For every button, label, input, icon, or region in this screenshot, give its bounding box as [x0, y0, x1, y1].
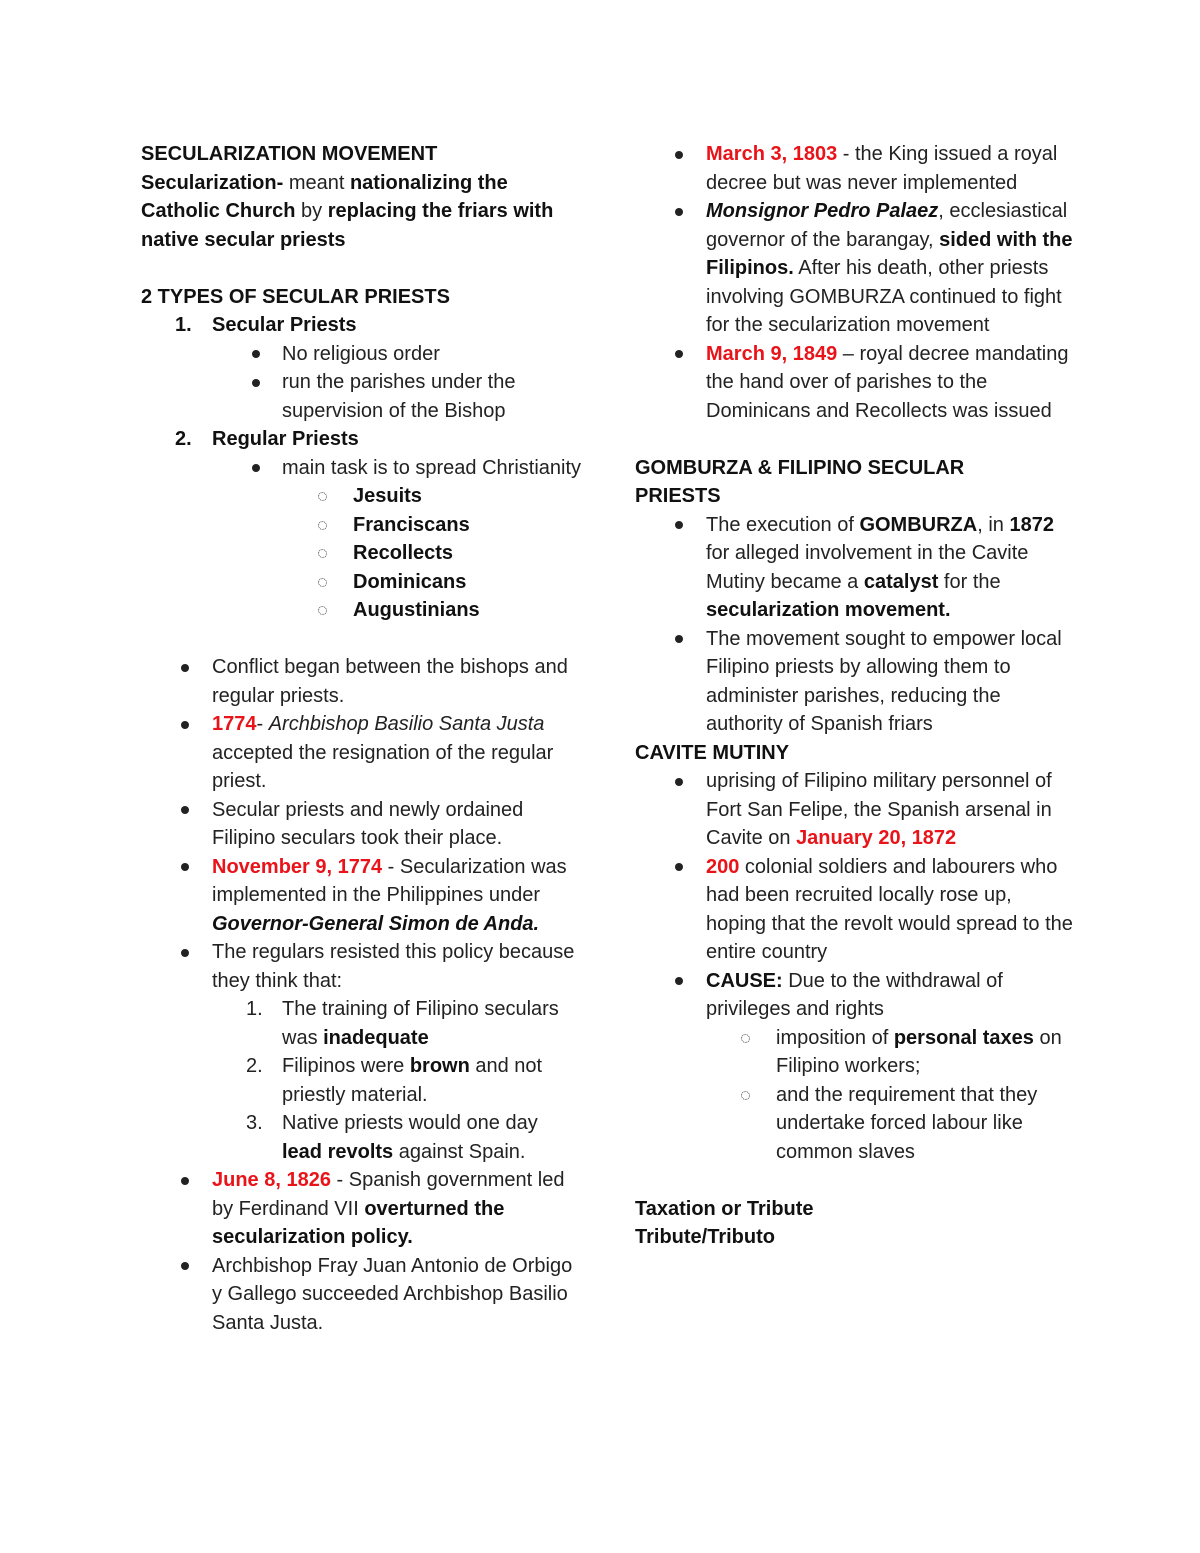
gomburza-heading: GOMBURZA & FILIPINO SECULAR PRIESTS — [635, 456, 965, 507]
list-item-regular-priests: 2. Regular Priests — [175, 428, 359, 450]
definition-paragraph: Secularization- meant nationalizing the Catholic Church by replacing the friars with native secular priests — [141, 171, 554, 251]
list-item: 200 colonial soldiers and labourers who had been recruited locally rose up, hoping that the revolt would spread to the entire country — [635, 853, 1075, 967]
bullet-icon — [675, 967, 683, 996]
list-item-secular-priests: 1. Secular Priests — [175, 314, 357, 336]
circle-bullet-icon — [318, 511, 327, 540]
circle-bullet-icon — [741, 1024, 750, 1053]
list-item: March 3, 1803 - the King issued a royal decree but was never implemented — [635, 140, 1075, 197]
bullet-icon — [181, 938, 189, 967]
list-item: March 9, 1849 – royal decree mandating the hand over of parishes to the Dominicans and Recollects was issued — [635, 340, 1075, 426]
sub-item: imposition of personal taxes on Filipino workers; — [635, 1024, 1075, 1081]
bullet-icon — [252, 454, 260, 483]
bullet-icon — [181, 1166, 189, 1195]
bullet-icon — [675, 197, 683, 226]
order-item: Jesuits — [141, 482, 581, 511]
bullet-icon — [675, 853, 683, 882]
order-item: Augustinians — [141, 596, 581, 625]
bullet-icon — [675, 511, 683, 540]
list-item: The regulars resisted this policy because they think that: — [141, 938, 581, 995]
bullet-icon — [181, 710, 189, 739]
list-item: The execution of GOMBURZA, in 1872 for alleged involvement in the Cavite Mutiny became a catalyst for the secularization movement. — [635, 511, 1075, 625]
list-item: Secular priests and newly ordained Filipino seculars took their place. — [141, 796, 581, 853]
order-item: Recollects — [141, 539, 581, 568]
bullet-icon — [252, 340, 260, 369]
circle-bullet-icon — [318, 482, 327, 511]
list-item: No religious order — [141, 340, 581, 369]
order-item: Franciscans — [141, 511, 581, 540]
types-heading: 2 TYPES OF SECULAR PRIESTS — [141, 285, 450, 308]
cavite-heading: CAVITE MUTINY — [635, 741, 790, 764]
bullet-icon — [252, 368, 260, 397]
reason-item: 1. The training of Filipino seculars was inadequate — [246, 998, 559, 1049]
bullet-icon — [181, 1252, 189, 1281]
list-item: Conflict began between the bishops and regular priests. — [141, 653, 581, 710]
bullet-icon — [181, 853, 189, 882]
list-item: Monsignor Pedro Palaez, ecclesiastical governor of the barangay, sided with the Filipinos. After his death, other priests involving GOMBURZA continued to fight for the secularization movement — [635, 197, 1075, 340]
list-item: November 9, 1774 - Secularization was implemented in the Philippines under Governor-General Simon de Anda. — [141, 853, 581, 939]
circle-bullet-icon — [318, 568, 327, 597]
list-item: run the parishes under the supervision of the Bishop — [141, 368, 581, 425]
bullet-icon — [675, 625, 683, 654]
reason-item: 2. Filipinos were brown and not priestly material. — [246, 1055, 543, 1106]
order-item: Dominicans — [141, 568, 581, 597]
taxation-heading: Taxation or Tribute — [635, 1197, 814, 1220]
left-column — [141, 140, 581, 1337]
list-item: June 8, 1826 - Spanish government led by Ferdinand VII overturned the secularization policy. — [141, 1166, 581, 1252]
bullet-icon — [181, 653, 189, 682]
circle-bullet-icon — [741, 1081, 750, 1110]
reason-item: 3. Native priests would one day lead revolts against Spain. — [246, 1112, 538, 1163]
list-item: Archbishop Fray Juan Antonio de Orbigo y Gallego succeeded Archbishop Basilio Santa Justa. — [141, 1252, 581, 1338]
tribute-heading: Tribute/Tributo — [635, 1226, 775, 1248]
bullet-icon — [675, 140, 683, 169]
bullet-icon — [675, 340, 683, 369]
list-item: main task is to spread Christianity — [141, 454, 581, 483]
bullet-icon — [675, 767, 683, 796]
section-title: SECULARIZATION MOVEMENT — [141, 143, 438, 165]
list-item: 1774- Archbishop Basilio Santa Justa accepted the resignation of the regular priest. — [141, 710, 581, 796]
circle-bullet-icon — [318, 539, 327, 568]
list-item: The movement sought to empower local Filipino priests by allowing them to administer parishes, reducing the authority of Spanish friars — [635, 625, 1075, 739]
list-item: uprising of Filipino military personnel of Fort San Felipe, the Spanish arsenal in Cavite on January 20, 1872 — [635, 767, 1075, 853]
right-column — [635, 140, 1075, 1252]
bullet-icon — [181, 796, 189, 825]
circle-bullet-icon — [318, 596, 327, 625]
sub-item: and the requirement that they undertake forced labour like common slaves — [635, 1081, 1075, 1167]
list-item: CAUSE: Due to the withdrawal of privileges and rights — [635, 967, 1075, 1024]
